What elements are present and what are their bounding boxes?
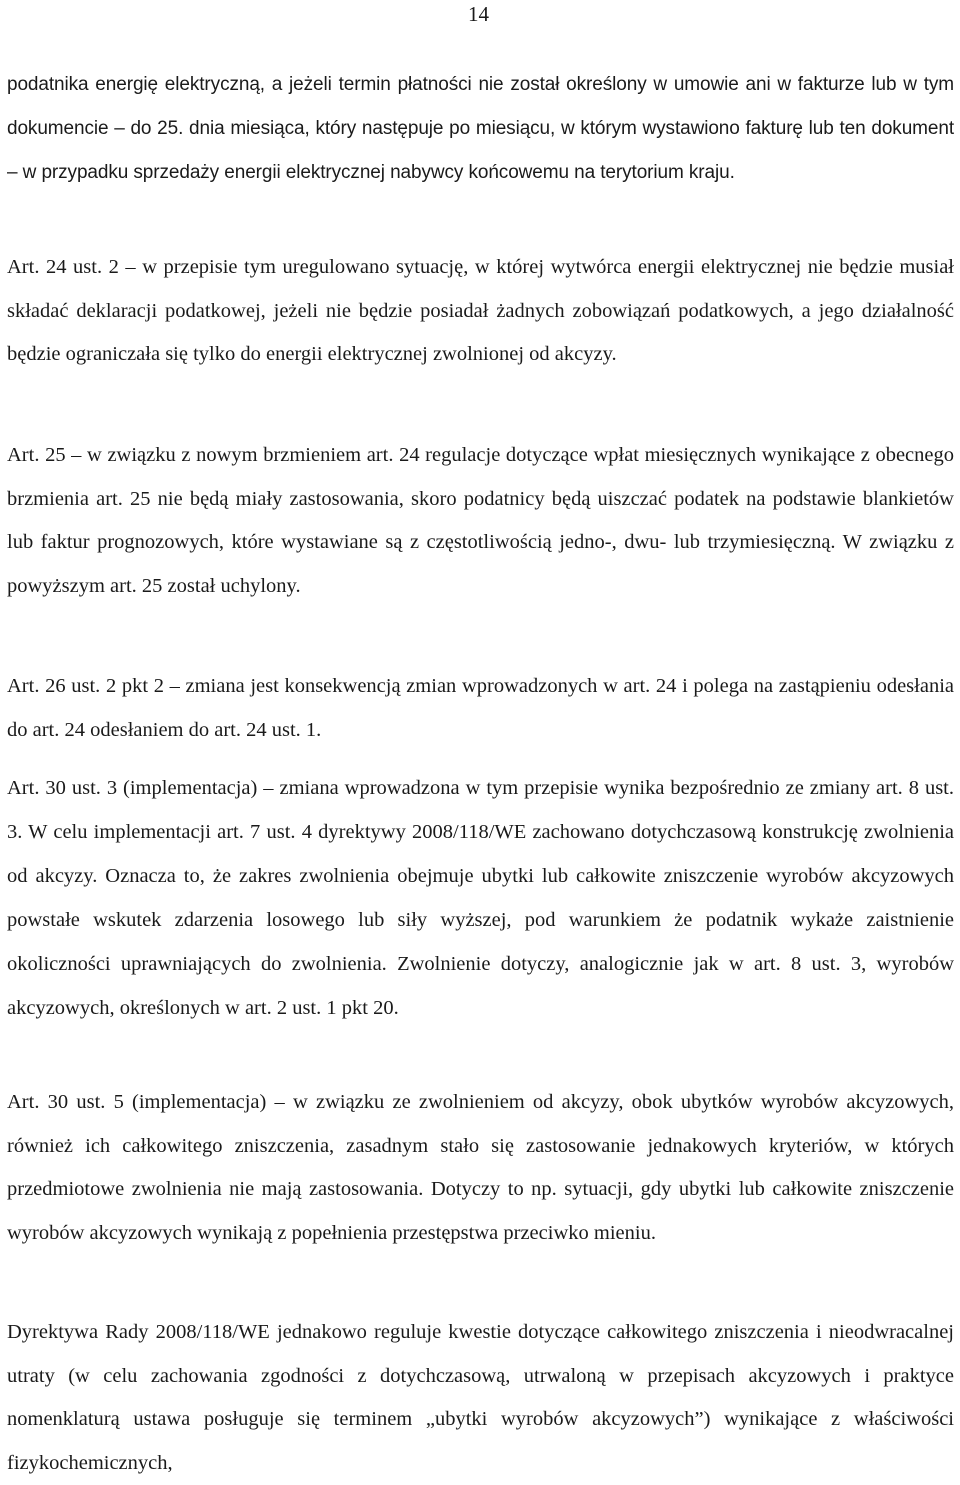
paragraph-intro-continuation: podatnika energię elektryczną, a jeżeli termin płatności nie został określony w umowie ani w fakturze lub w tym dokumencie – do 25. dnia miesiąca, który następuje po miesiącu, w którym wystawiono fakturę lub ten dokument – w przypadku sprzedaży energii elektrycznej nabywcy końcowemu na terytorium kraju. [7, 74, 954, 183]
paragraph-art-26-ust-2: Art. 26 ust. 2 pkt 2 – zmiana jest konsekwencją zmian wprowadzonych w art. 24 i polega na zastąpieniu odesłania do art. 24 odesłaniem do art. 24 ust. 1. [7, 675, 954, 741]
paragraph-art-30-ust-3: Art. 30 ust. 3 (implementacja) – zmiana wprowadzona w tym przepisie wynika bezpośrednio ze zmiany art. 8 ust. 3. W celu implementacji art. 7 ust. 4 dyrektywy 2008/118/WE zachowano dotychczasową konstrukcję zwolnienia od akcyzy. Oznacza to, że zakres zwolnienia obejmuje ubytki lub całkowite zniszczenie wyrobów akcyzowych powstałe wskutek zdarzenia losowego lub siły wyższej, pod warunkiem że podatnik wykaże zaistnienie okoliczności uprawniających do zwolnienia. Zwolnienie dotyczy, analogicznie jak w art. 8 ust. 3, wyrobów akcyzowych, określonych w art. 2 ust. 1 pkt 20. [7, 777, 954, 1019]
paragraph-directive-2008-118: Dyrektywa Rady 2008/118/WE jednakowo reguluje kwestie dotyczące całkowitego zniszczenia i nieodwracalnej utraty (w celu zachowania zgodności z dotychczasową, utrwaloną w przepisach akcyzowych i praktyce nomenklaturą ustawa posługuje się terminem „ubytki wyrobów akcyzowych”) wynikające z właściwości fizykochemicznych, [7, 1321, 954, 1474]
paragraph-art-25: Art. 25 – w związku z nowym brzmieniem art. 24 regulacje dotyczące wpłat miesięcznych wynikające z obecnego brzmienia art. 25 nie będą miały zastosowania, skoro podatnicy będą uiszczać podatek na podstawie blankietów lub faktur prognozowych, które wystawiane są z częstotliwością jedno-, dwu- lub trzymiesięczną. W związku z powyższym art. 25 został uchylony. [7, 444, 954, 597]
paragraph-art-24-ust-2: Art. 24 ust. 2 – w przepisie tym uregulowano sytuację, w której wytwórca energii elektrycznej nie będzie musiał składać deklaracji podatkowej, jeżeli nie będzie posiadał żadnych zobowiązań podatkowych, a jego działalność będzie ograniczała się tylko do energii elektrycznej zwolnionej od akcyzy. [7, 256, 954, 365]
page-number: 14 [468, 2, 489, 26]
paragraph-art-30-ust-5: Art. 30 ust. 5 (implementacja) – w związku ze zwolnieniem od akcyzy, obok ubytków wyrobów akcyzowych, również ich całkowitego zniszczenia, zasadnym stało się zastosowanie jednakowych kryteriów, w których przedmiotowe zwolnienia nie mają zastosowania. Dotyczy to np. sytuacji, gdy ubytki lub całkowite zniszczenie wyrobów akcyzowych wynikają z popełnienia przestępstwa przeciwko mieniu. [7, 1091, 954, 1244]
